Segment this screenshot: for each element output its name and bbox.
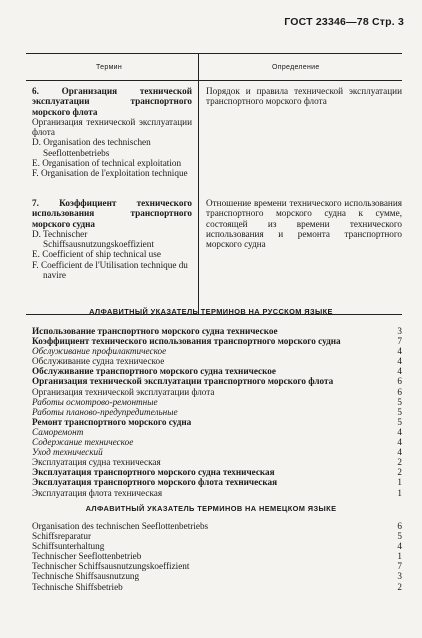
term-6-title: 6. Организация технической эксплуатации транспортного морского флота [32,86,192,117]
de-index-number: 3 [397,571,402,582]
ru-index-term: Содержание техническое [32,437,134,448]
term-7-cell [32,198,192,280]
de-index-term: Technischer Schiffsausnutzungskoeffizient [32,561,190,572]
ru-index-row [32,397,402,407]
ru-index-term: Организация технической эксплуатации флота [32,386,215,397]
ru-index-title: АЛФАВИТНЫЙ УКАЗАТЕЛЬ ТЕРМИНОВ НА РУССКОМ ЯЗЫКЕ [89,307,333,316]
ru-index-term: Обслуживание профилактическое [32,346,167,357]
ru-index-number: 3 [397,326,402,336]
de-index-row [32,551,402,561]
ru-index-term: Эксплуатация транспортного морского флота техническая [32,477,278,488]
ru-index-term: Эксплуатация транспортного морского судна техническая [32,467,275,478]
term-6-short: Организация технической эксплуатации флота [32,116,192,138]
de-index-term: Organisation des technischen Seeflottenbetriebs [32,521,209,531]
ru-index-term: Уход технический [32,447,103,458]
column-header-definition: Определение [272,64,320,71]
term-6-de: D. Organisation des technischen Seeflottenbetriebs [32,137,151,158]
ru-index-row [32,437,402,447]
ru-index-row [32,427,402,437]
table-top-rule [26,53,402,54]
table-column-divider [198,53,199,315]
ru-index-number: 1 [397,487,402,498]
de-index-row [32,521,402,531]
ru-index-number: 4 [397,426,402,437]
ru-index-number: 6 [397,376,402,387]
ru-index-row [32,488,402,498]
ru-index-number: 6 [397,386,402,397]
ru-index-row [32,407,402,417]
term-6-definition: Порядок и правила технической эксплуатации транспортного морского флота [206,86,402,107]
ru-index-row [32,326,402,336]
de-index-term: Technische Shiffsbetrieb [32,581,123,592]
ru-index-row [32,457,402,467]
term-7-en: E. Coefficient of ship technical use [32,249,161,260]
term-6-cell [32,86,192,179]
ru-index-row [32,417,402,427]
de-index-number: 5 [397,531,402,542]
term-7-definition: Отношение времени технического использования транспортного морского судна к сумме, состоящей из времени технического использования и ремонта транспортного морского судна [206,198,402,250]
de-index-term: Technischer Seeflottenbetrieb [32,551,142,562]
ru-index-number: 7 [397,336,402,347]
ru-index-number: 4 [397,346,402,357]
ru-index-row [32,376,402,386]
de-index-row [32,531,402,541]
ru-index-term: Саморемонт [32,426,84,437]
ru-index-number: 1 [397,477,402,488]
de-index-list [32,521,402,592]
ru-index-row [32,447,402,457]
de-index-number: 7 [397,561,402,572]
de-index-row [32,582,402,592]
de-index-number: 6 [397,521,402,531]
de-index-term: Schiffsreparatur [32,531,92,542]
ru-index-term: Обслуживание судна техническое [32,356,165,367]
ru-index-number: 2 [397,457,402,468]
de-index-term: Technische Shiffsausnutzung [32,571,140,582]
ru-index-term: Использование транспортного морского судна техническое [32,326,278,336]
ru-index-term: Эксплуатация судна техническая [32,457,161,468]
de-index-number: 4 [397,541,402,552]
de-index-row [32,541,402,551]
ru-index-term: Эксплуатация флота техническая [32,487,163,498]
ru-index-number: 5 [397,396,402,407]
ru-index-term: Ремонт транспортного морского судна [32,416,192,427]
term-6-fr: F. Organisation de l'exploitation technique [32,168,188,179]
de-index-row [32,561,402,571]
term-7-fr: F. Coefficient de l'Utilisation technique du navire [32,259,188,281]
ru-index-term: Организация технической эксплуатации транспортного морского флота [32,376,334,387]
de-index-term: Schiffsunterhaltung [32,541,105,552]
ru-index-row [32,356,402,366]
ru-index-row [32,467,402,477]
ru-index-row [32,387,402,397]
page-header: ГОСТ 23346—78 Стр. 3 [284,16,404,28]
ru-index-number: 5 [397,406,402,417]
term-7-title: 7. Коэффициент технического использования транспортного морского судна [32,198,192,229]
de-index-row [32,571,402,581]
column-header-term: Термин [96,64,123,71]
ru-index-number: 4 [397,447,402,458]
term-6-en: E. Organisation of technical exploitation [32,158,182,169]
ru-index-row [32,366,402,376]
table-header-rule [26,80,402,81]
ru-index-term: Работы осмотрово-ремонтные [32,396,158,407]
ru-index-row [32,346,402,356]
de-index-title: АЛФАВИТНЫЙ УКАЗАТЕЛЬ ТЕРМИНОВ НА НЕМЕЦКОМ ЯЗЫКЕ [85,504,337,513]
de-index-number: 1 [397,551,402,562]
ru-index-term: Обслуживание транспортного морского судна техническое [32,366,276,377]
ru-index-number: 4 [397,366,402,377]
ru-index-number: 5 [397,416,402,427]
ru-index-term: Коэффициент технического использования транспортного морского судна [32,336,341,347]
ru-index-list [32,326,402,498]
terms-table [26,53,402,315]
ru-index-row [32,336,402,346]
term-7-de: D. Technischer Schiffsausnutzungskoeffizient [32,228,154,250]
ru-index-term: Работы планово-предупредительные [32,406,178,417]
de-index-number: 2 [397,581,402,592]
ru-index-number: 4 [397,437,402,448]
ru-index-number: 2 [397,467,402,478]
ru-index-number: 4 [397,356,402,367]
ru-index-row [32,477,402,487]
